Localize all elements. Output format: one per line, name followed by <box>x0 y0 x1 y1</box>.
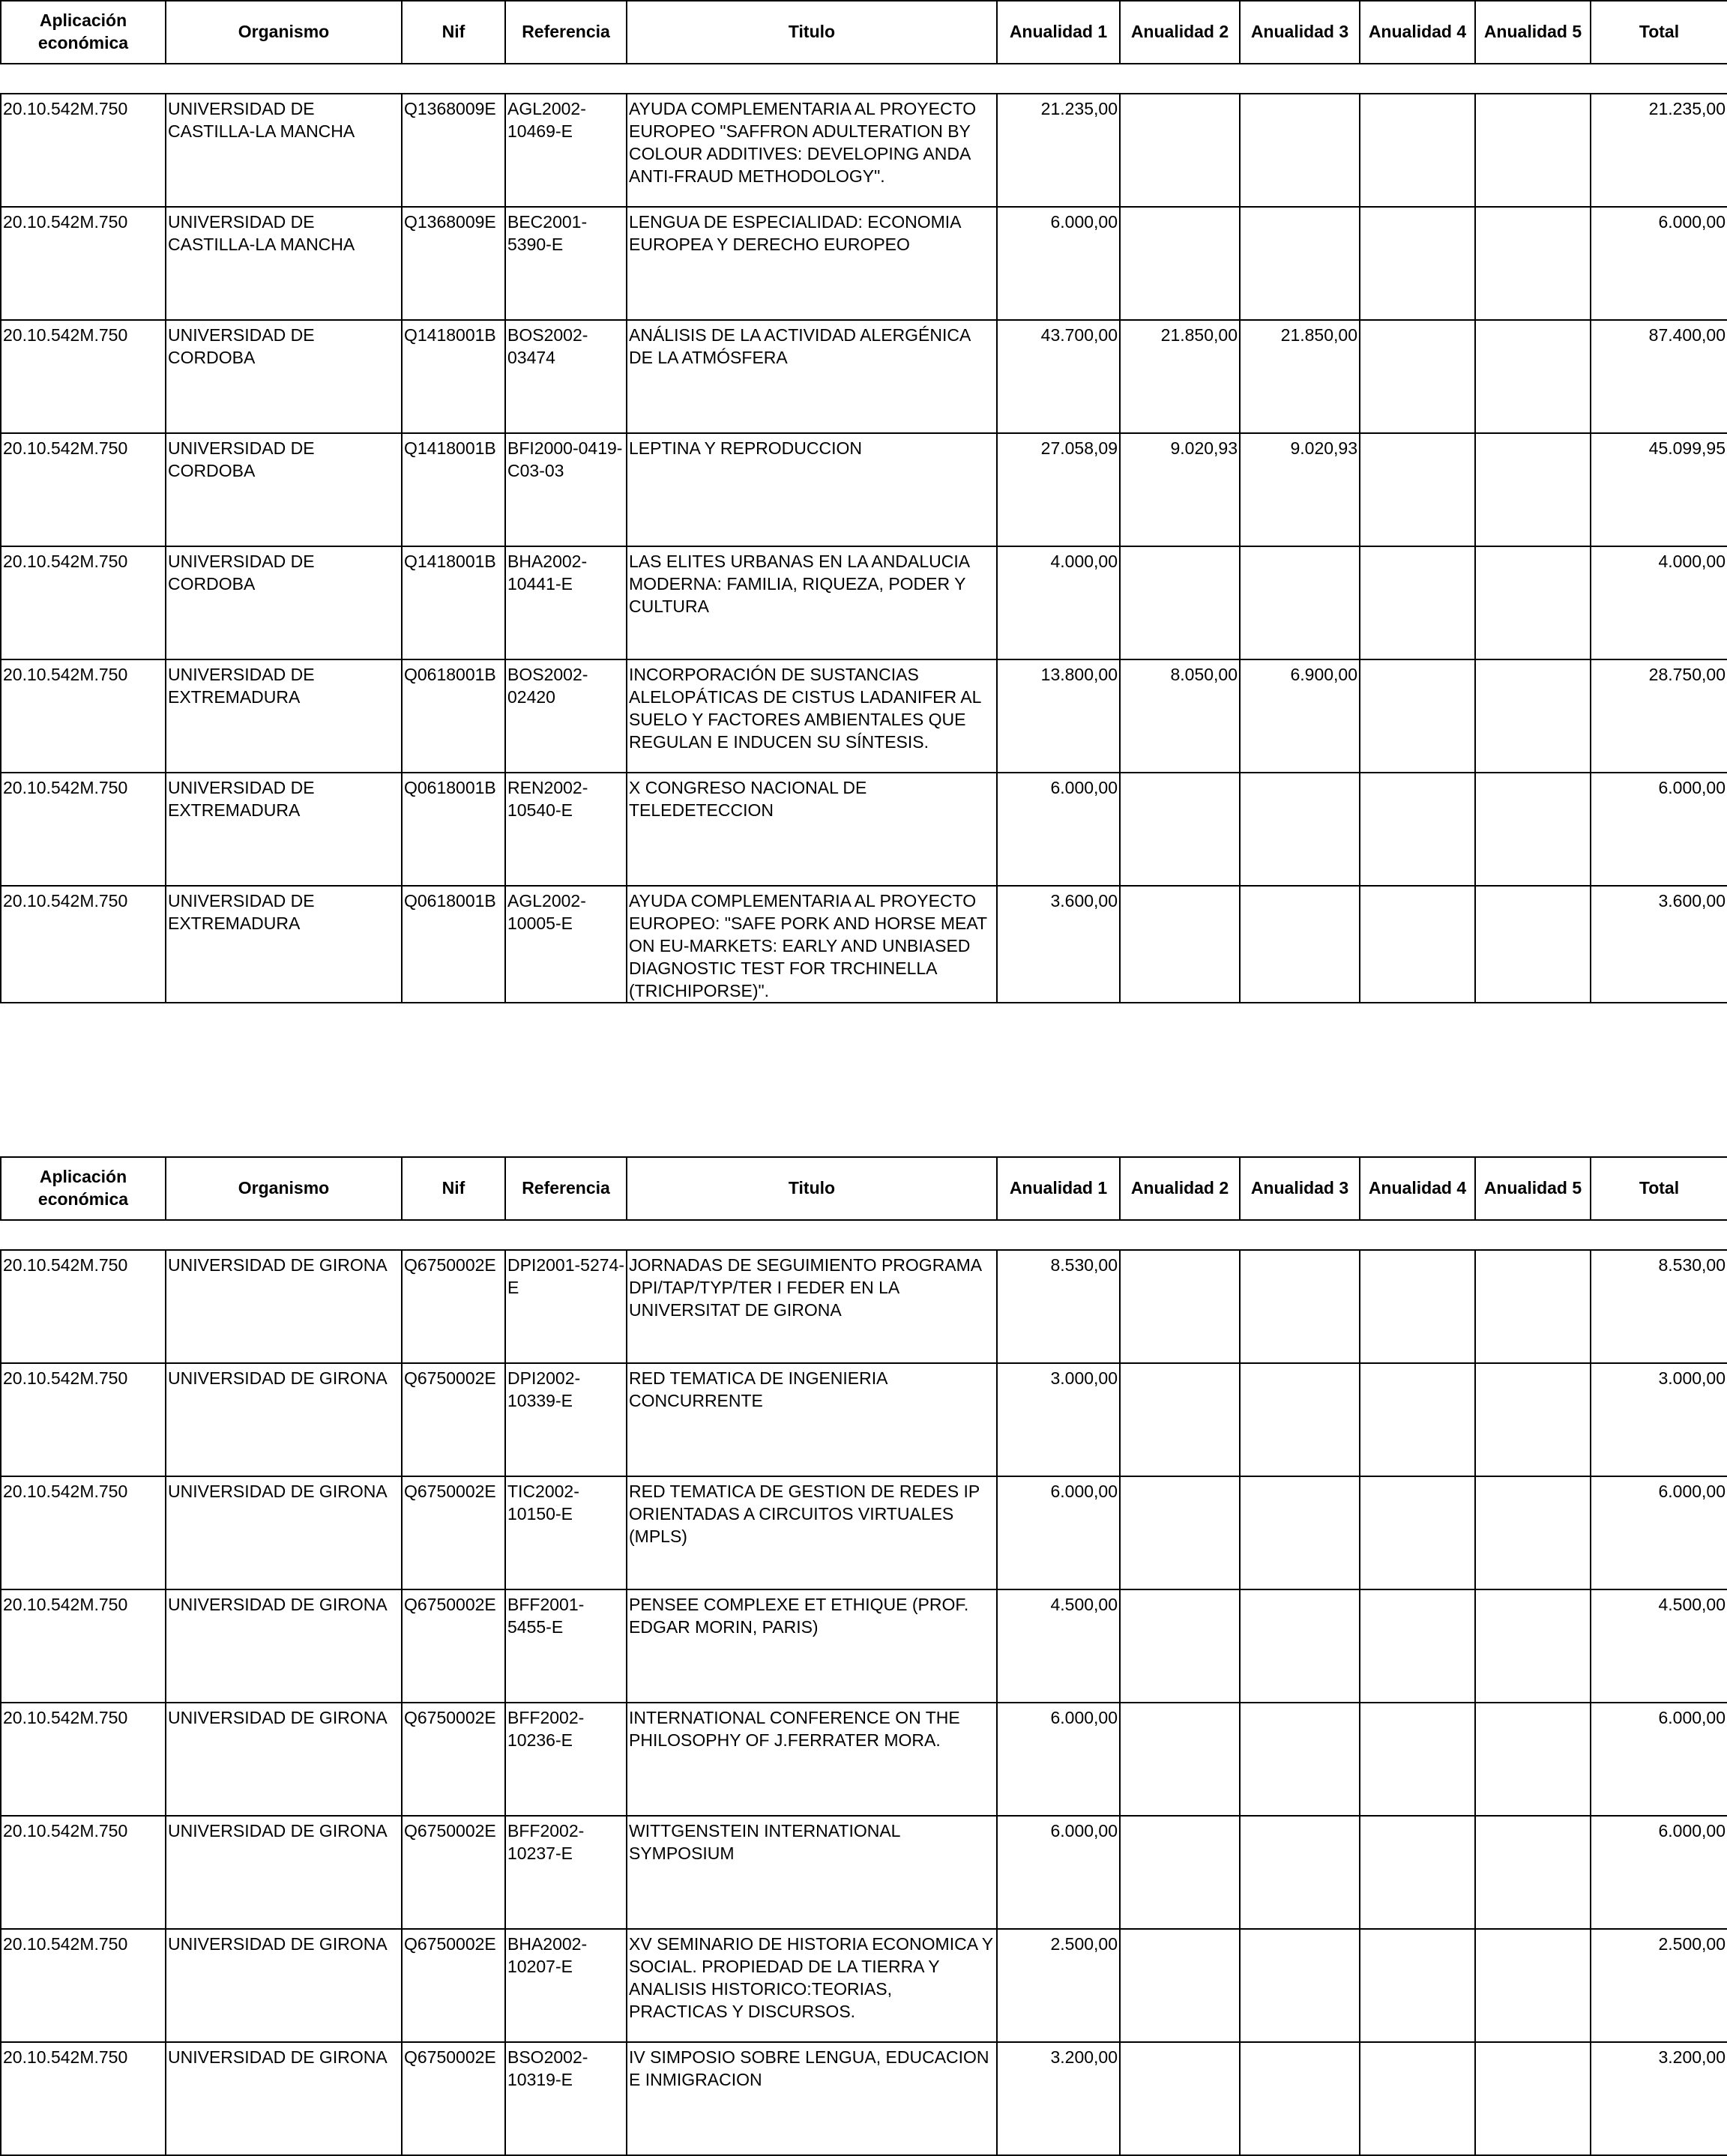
cell-anualidad-4 <box>1360 433 1475 546</box>
cell-anualidad-5 <box>1475 1589 1591 1703</box>
cell-total: 3.200,00 <box>1591 2042 1727 2155</box>
cell-anualidad-1: 4.000,00 <box>997 546 1120 659</box>
cell-anualidad-1: 13.800,00 <box>997 659 1120 773</box>
table-block-1 <box>0 0 1727 1003</box>
header-row <box>1 1 1727 64</box>
cell-anualidad-5 <box>1475 1816 1591 1929</box>
cell-anualidad-1: 43.700,00 <box>997 320 1120 433</box>
cell-referencia: BFF2002-10237-E <box>505 1816 627 1929</box>
cell-referencia: BFF2002-10236-E <box>505 1703 627 1816</box>
col-header-nif: Nif <box>402 1157 505 1220</box>
cell-titulo: AYUDA COMPLEMENTARIA AL PROYECTO EUROPEO: "SAFE PORK AND HORSE MEAT ON EU-MARKETS: EARLY AND UNBIASED DIAGNOSTIC TEST FOR TRCHINELLA (TRICHIPORSE)". <box>627 886 997 1003</box>
cell-anualidad-3 <box>1240 94 1360 207</box>
cell-aplicacion: 20.10.542M.750 <box>1 433 166 546</box>
cell-total: 8.530,00 <box>1591 1250 1727 1363</box>
cell-aplicacion: 20.10.542M.750 <box>1 207 166 320</box>
cell-anualidad-3 <box>1240 1929 1360 2042</box>
col-header-nif: Nif <box>402 1 505 64</box>
header-row <box>1 1157 1727 1220</box>
cell-anualidad-3 <box>1240 1476 1360 1589</box>
cell-titulo: LENGUA DE ESPECIALIDAD: ECONOMIA EUROPEA Y DERECHO EUROPEO <box>627 207 997 320</box>
cell-titulo: INCORPORACIÓN DE SUSTANCIAS ALELOPÁTICAS DE CISTUS LADANIFER AL SUELO Y FACTORES AMBIENTALES QUE REGULAN E INDUCEN SU SÍNTESIS. <box>627 659 997 773</box>
cell-referencia: BOS2002-02420 <box>505 659 627 773</box>
table-block-2 <box>0 1156 1727 2156</box>
col-header-anualidad-5: Anualidad 5 <box>1475 1 1591 64</box>
col-header-referencia: Referencia <box>505 1157 627 1220</box>
cell-nif: Q6750002E <box>402 1476 505 1589</box>
cell-anualidad-5 <box>1475 1363 1591 1476</box>
cell-anualidad-5 <box>1475 207 1591 320</box>
table-row <box>1 94 1727 207</box>
col-header-anualidad-1: Anualidad 1 <box>997 1157 1120 1220</box>
cell-anualidad-5 <box>1475 1929 1591 2042</box>
cell-total: 2.500,00 <box>1591 1929 1727 2042</box>
cell-nif: Q6750002E <box>402 1929 505 2042</box>
cell-aplicacion: 20.10.542M.750 <box>1 1929 166 2042</box>
cell-titulo: IV SIMPOSIO SOBRE LENGUA, EDUCACION E INMIGRACION <box>627 2042 997 2155</box>
cell-anualidad-2 <box>1120 1929 1240 2042</box>
cell-anualidad-3: 9.020,93 <box>1240 433 1360 546</box>
cell-anualidad-4 <box>1360 1816 1475 1929</box>
cell-total: 3.600,00 <box>1591 886 1727 1003</box>
cell-nif: Q0618001B <box>402 773 505 886</box>
cell-total: 4.000,00 <box>1591 546 1727 659</box>
cell-anualidad-1: 6.000,00 <box>997 207 1120 320</box>
cell-aplicacion: 20.10.542M.750 <box>1 773 166 886</box>
cell-organismo: UNIVERSIDAD DE GIRONA <box>166 1816 402 1929</box>
table-row <box>1 207 1727 320</box>
cell-titulo: WITTGENSTEIN INTERNATIONAL SYMPOSIUM <box>627 1816 997 1929</box>
cell-organismo: UNIVERSIDAD DE GIRONA <box>166 1250 402 1363</box>
cell-anualidad-1: 2.500,00 <box>997 1929 1120 2042</box>
cell-anualidad-3 <box>1240 773 1360 886</box>
cell-titulo: XV SEMINARIO DE HISTORIA ECONOMICA Y SOCIAL. PROPIEDAD DE LA TIERRA Y ANALISIS HISTORICO:TEORIAS, PRACTICAS Y DISCURSOS. <box>627 1929 997 2042</box>
cell-anualidad-5 <box>1475 886 1591 1003</box>
cell-aplicacion: 20.10.542M.750 <box>1 546 166 659</box>
cell-anualidad-1: 3.600,00 <box>997 886 1120 1003</box>
cell-titulo: LEPTINA Y REPRODUCCION <box>627 433 997 546</box>
cell-aplicacion: 20.10.542M.750 <box>1 1250 166 1363</box>
cell-total: 6.000,00 <box>1591 1816 1727 1929</box>
cell-anualidad-4 <box>1360 207 1475 320</box>
cell-aplicacion: 20.10.542M.750 <box>1 320 166 433</box>
cell-nif: Q6750002E <box>402 1589 505 1703</box>
cell-aplicacion: 20.10.542M.750 <box>1 1703 166 1816</box>
cell-referencia: DPI2001-5274-E <box>505 1250 627 1363</box>
cell-organismo: UNIVERSIDAD DE GIRONA <box>166 1703 402 1816</box>
cell-anualidad-2 <box>1120 207 1240 320</box>
cell-anualidad-4 <box>1360 1476 1475 1589</box>
cell-organismo: UNIVERSIDAD DE CORDOBA <box>166 433 402 546</box>
cell-total: 4.500,00 <box>1591 1589 1727 1703</box>
cell-organismo: UNIVERSIDAD DE CORDOBA <box>166 546 402 659</box>
table-row <box>1 1363 1727 1476</box>
cell-anualidad-4 <box>1360 94 1475 207</box>
cell-aplicacion: 20.10.542M.750 <box>1 1589 166 1703</box>
cell-anualidad-1: 6.000,00 <box>997 1476 1120 1589</box>
cell-anualidad-1: 6.000,00 <box>997 773 1120 886</box>
cell-total: 6.000,00 <box>1591 207 1727 320</box>
cell-referencia: DPI2002-10339-E <box>505 1363 627 1476</box>
cell-nif: Q6750002E <box>402 1703 505 1816</box>
cell-anualidad-4 <box>1360 773 1475 886</box>
cell-anualidad-4 <box>1360 1250 1475 1363</box>
table-row <box>1 1929 1727 2042</box>
table-row <box>1 546 1727 659</box>
cell-anualidad-5 <box>1475 94 1591 207</box>
cell-anualidad-2 <box>1120 94 1240 207</box>
cell-nif: Q6750002E <box>402 2042 505 2155</box>
cell-aplicacion: 20.10.542M.750 <box>1 1363 166 1476</box>
cell-anualidad-1: 8.530,00 <box>997 1250 1120 1363</box>
cell-anualidad-4 <box>1360 1703 1475 1816</box>
cell-nif: Q6750002E <box>402 1250 505 1363</box>
cell-titulo: RED TEMATICA DE INGENIERIA CONCURRENTE <box>627 1363 997 1476</box>
cell-anualidad-3: 21.850,00 <box>1240 320 1360 433</box>
cell-total: 28.750,00 <box>1591 659 1727 773</box>
table-row <box>1 1816 1727 1929</box>
cell-anualidad-4 <box>1360 2042 1475 2155</box>
cell-referencia: TIC2002-10150-E <box>505 1476 627 1589</box>
cell-anualidad-4 <box>1360 886 1475 1003</box>
cell-referencia: BFI2000-0419-C03-03 <box>505 433 627 546</box>
cell-titulo: ANÁLISIS DE LA ACTIVIDAD ALERGÉNICA DE LA ATMÓSFERA <box>627 320 997 433</box>
cell-anualidad-5 <box>1475 659 1591 773</box>
cell-anualidad-2 <box>1120 1816 1240 1929</box>
cell-anualidad-1: 6.000,00 <box>997 1703 1120 1816</box>
col-header-anualidad-4: Anualidad 4 <box>1360 1 1475 64</box>
col-header-aplicacion: Aplicación económica <box>1 1 166 64</box>
cell-referencia: AGL2002-10469-E <box>505 94 627 207</box>
cell-total: 6.000,00 <box>1591 1703 1727 1816</box>
cell-organismo: UNIVERSIDAD DE GIRONA <box>166 2042 402 2155</box>
cell-anualidad-5 <box>1475 2042 1591 2155</box>
col-header-anualidad-1: Anualidad 1 <box>997 1 1120 64</box>
cell-anualidad-5 <box>1475 773 1591 886</box>
cell-anualidad-1: 27.058,09 <box>997 433 1120 546</box>
col-header-anualidad-4: Anualidad 4 <box>1360 1157 1475 1220</box>
cell-anualidad-3 <box>1240 1589 1360 1703</box>
col-header-aplicacion: Aplicación económica <box>1 1157 166 1220</box>
cell-nif: Q1418001B <box>402 433 505 546</box>
cell-aplicacion: 20.10.542M.750 <box>1 886 166 1003</box>
cell-anualidad-3: 6.900,00 <box>1240 659 1360 773</box>
col-header-referencia: Referencia <box>505 1 627 64</box>
cell-anualidad-2: 9.020,93 <box>1120 433 1240 546</box>
cell-referencia: REN2002-10540-E <box>505 773 627 886</box>
data-table-2 <box>0 1249 1727 2156</box>
cell-nif: Q0618001B <box>402 886 505 1003</box>
cell-total: 21.235,00 <box>1591 94 1727 207</box>
col-header-total: Total <box>1591 1157 1727 1220</box>
header-table-2 <box>0 1156 1727 1221</box>
cell-anualidad-3 <box>1240 207 1360 320</box>
table-row <box>1 1589 1727 1703</box>
col-header-anualidad-3: Anualidad 3 <box>1240 1157 1360 1220</box>
cell-anualidad-1: 21.235,00 <box>997 94 1120 207</box>
cell-anualidad-2 <box>1120 546 1240 659</box>
cell-anualidad-2 <box>1120 1250 1240 1363</box>
cell-organismo: UNIVERSIDAD DE GIRONA <box>166 1363 402 1476</box>
cell-organismo: UNIVERSIDAD DE EXTREMADURA <box>166 659 402 773</box>
cell-nif: Q6750002E <box>402 1816 505 1929</box>
cell-anualidad-3 <box>1240 1363 1360 1476</box>
cell-total: 87.400,00 <box>1591 320 1727 433</box>
cell-organismo: UNIVERSIDAD DE GIRONA <box>166 1476 402 1589</box>
cell-organismo: UNIVERSIDAD DE EXTREMADURA <box>166 886 402 1003</box>
cell-nif: Q1418001B <box>402 546 505 659</box>
cell-titulo: X CONGRESO NACIONAL DE TELEDETECCION <box>627 773 997 886</box>
col-header-total: Total <box>1591 1 1727 64</box>
cell-organismo: UNIVERSIDAD DE GIRONA <box>166 1589 402 1703</box>
table-row <box>1 886 1727 1003</box>
cell-anualidad-4 <box>1360 546 1475 659</box>
table-row <box>1 773 1727 886</box>
cell-anualidad-5 <box>1475 1250 1591 1363</box>
cell-referencia: BOS2002-03474 <box>505 320 627 433</box>
cell-total: 3.000,00 <box>1591 1363 1727 1476</box>
cell-anualidad-3 <box>1240 2042 1360 2155</box>
cell-anualidad-1: 4.500,00 <box>997 1589 1120 1703</box>
cell-titulo: JORNADAS DE SEGUIMIENTO PROGRAMA DPI/TAP/TYP/TER I FEDER EN LA UNIVERSITAT DE GIRONA <box>627 1250 997 1363</box>
cell-anualidad-5 <box>1475 320 1591 433</box>
cell-anualidad-4 <box>1360 659 1475 773</box>
cell-anualidad-2: 21.850,00 <box>1120 320 1240 433</box>
cell-referencia: BFF2001-5455-E <box>505 1589 627 1703</box>
cell-referencia: BHA2002-10207-E <box>505 1929 627 2042</box>
cell-anualidad-4 <box>1360 1589 1475 1703</box>
cell-anualidad-5 <box>1475 1476 1591 1589</box>
cell-anualidad-2 <box>1120 1703 1240 1816</box>
cell-titulo: AYUDA COMPLEMENTARIA AL PROYECTO EUROPEO "SAFFRON ADULTERATION BY COLOUR ADDITIVES: DEVELOPING ANDA ANTI-FRAUD METHODOLOGY". <box>627 94 997 207</box>
cell-anualidad-4 <box>1360 1363 1475 1476</box>
col-header-titulo: Titulo <box>627 1157 997 1220</box>
cell-referencia: BHA2002-10441-E <box>505 546 627 659</box>
col-header-organismo: Organismo <box>166 1 402 64</box>
cell-organismo: UNIVERSIDAD DE CORDOBA <box>166 320 402 433</box>
cell-anualidad-3 <box>1240 546 1360 659</box>
cell-anualidad-5 <box>1475 1703 1591 1816</box>
cell-anualidad-1: 3.200,00 <box>997 2042 1120 2155</box>
cell-total: 6.000,00 <box>1591 773 1727 886</box>
cell-referencia: BEC2001-5390-E <box>505 207 627 320</box>
cell-nif: Q6750002E <box>402 1363 505 1476</box>
cell-aplicacion: 20.10.542M.750 <box>1 94 166 207</box>
table-row <box>1 1476 1727 1589</box>
cell-anualidad-2: 8.050,00 <box>1120 659 1240 773</box>
cell-anualidad-4 <box>1360 1929 1475 2042</box>
cell-anualidad-3 <box>1240 1816 1360 1929</box>
cell-organismo: UNIVERSIDAD DE CASTILLA-LA MANCHA <box>166 94 402 207</box>
cell-anualidad-2 <box>1120 1476 1240 1589</box>
cell-nif: Q0618001B <box>402 659 505 773</box>
cell-referencia: BSO2002-10319-E <box>505 2042 627 2155</box>
table-row <box>1 659 1727 773</box>
table-row <box>1 1250 1727 1363</box>
cell-organismo: UNIVERSIDAD DE CASTILLA-LA MANCHA <box>166 207 402 320</box>
cell-anualidad-2 <box>1120 1363 1240 1476</box>
col-header-anualidad-3: Anualidad 3 <box>1240 1 1360 64</box>
data-table-1 <box>0 93 1727 1003</box>
cell-aplicacion: 20.10.542M.750 <box>1 1476 166 1589</box>
cell-aplicacion: 20.10.542M.750 <box>1 659 166 773</box>
cell-aplicacion: 20.10.542M.750 <box>1 2042 166 2155</box>
cell-anualidad-5 <box>1475 546 1591 659</box>
header-table-1 <box>0 0 1727 64</box>
cell-anualidad-2 <box>1120 2042 1240 2155</box>
col-header-anualidad-5: Anualidad 5 <box>1475 1157 1591 1220</box>
cell-anualidad-3 <box>1240 1250 1360 1363</box>
col-header-titulo: Titulo <box>627 1 997 64</box>
cell-titulo: PENSEE COMPLEXE ET ETHIQUE (PROF. EDGAR MORIN, PARIS) <box>627 1589 997 1703</box>
cell-nif: Q1368009E <box>402 94 505 207</box>
cell-anualidad-1: 6.000,00 <box>997 1816 1120 1929</box>
cell-titulo: INTERNATIONAL CONFERENCE ON THE PHILOSOPHY OF J.FERRATER MORA. <box>627 1703 997 1816</box>
cell-organismo: UNIVERSIDAD DE GIRONA <box>166 1929 402 2042</box>
cell-organismo: UNIVERSIDAD DE EXTREMADURA <box>166 773 402 886</box>
cell-titulo: RED TEMATICA DE GESTION DE REDES IP ORIENTADAS A CIRCUITOS VIRTUALES (MPLS) <box>627 1476 997 1589</box>
cell-anualidad-5 <box>1475 433 1591 546</box>
table-row <box>1 320 1727 433</box>
cell-total: 45.099,95 <box>1591 433 1727 546</box>
cell-nif: Q1368009E <box>402 207 505 320</box>
cell-anualidad-2 <box>1120 886 1240 1003</box>
table-row <box>1 1703 1727 1816</box>
col-header-anualidad-2: Anualidad 2 <box>1120 1 1240 64</box>
cell-total: 6.000,00 <box>1591 1476 1727 1589</box>
cell-anualidad-1: 3.000,00 <box>997 1363 1120 1476</box>
cell-anualidad-2 <box>1120 1589 1240 1703</box>
cell-aplicacion: 20.10.542M.750 <box>1 1816 166 1929</box>
cell-nif: Q1418001B <box>402 320 505 433</box>
cell-referencia: AGL2002-10005-E <box>505 886 627 1003</box>
col-header-anualidad-2: Anualidad 2 <box>1120 1157 1240 1220</box>
cell-anualidad-4 <box>1360 320 1475 433</box>
table-row <box>1 2042 1727 2155</box>
cell-titulo: LAS ELITES URBANAS EN LA ANDALUCIA MODERNA: FAMILIA, RIQUEZA, PODER Y CULTURA <box>627 546 997 659</box>
table-row <box>1 433 1727 546</box>
col-header-organismo: Organismo <box>166 1157 402 1220</box>
cell-anualidad-3 <box>1240 1703 1360 1816</box>
cell-anualidad-3 <box>1240 886 1360 1003</box>
cell-anualidad-2 <box>1120 773 1240 886</box>
